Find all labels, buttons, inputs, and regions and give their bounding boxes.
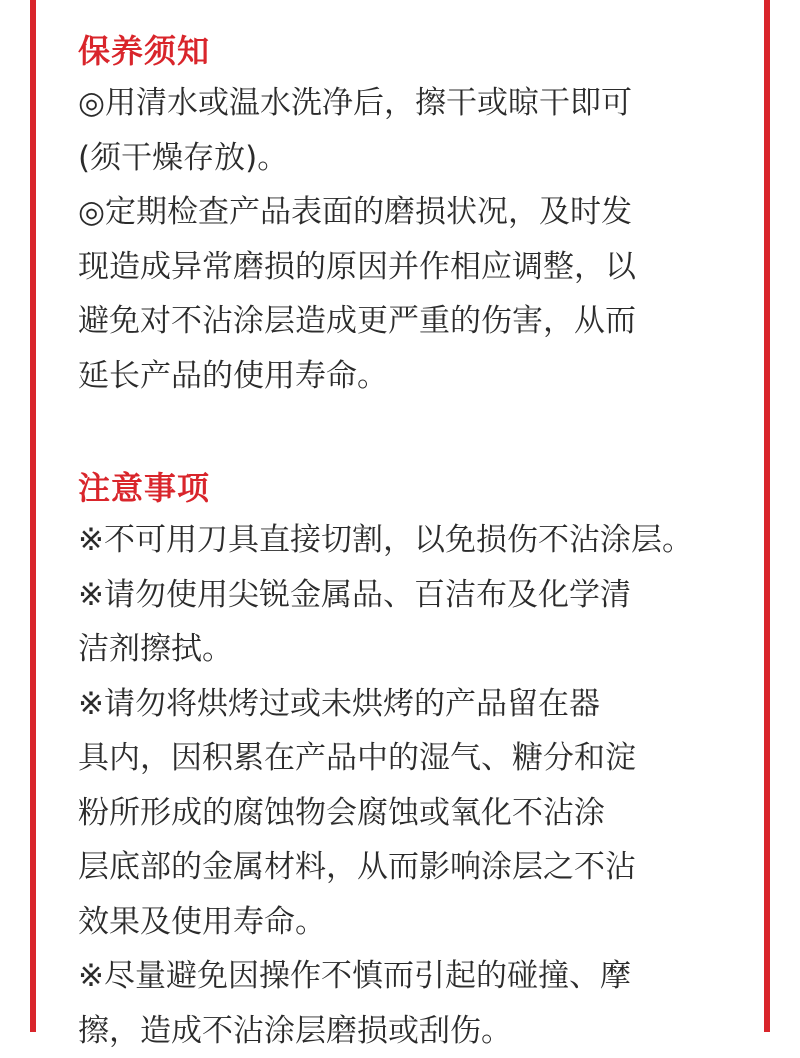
care-line: 延长产品的使用寿命。 bbox=[78, 349, 738, 404]
notes-line: 层底部的金属材料，从而影响涂层之不沾 bbox=[78, 840, 738, 895]
notes-line: ※请勿使用尖锐金属品、百洁布及化学清 bbox=[78, 568, 738, 623]
notes-line: 擦，造成不沾涂层磨损或刮伤。 bbox=[78, 1004, 738, 1058]
notes-section bbox=[78, 463, 738, 1058]
right-border-line bbox=[764, 0, 770, 1032]
notes-line: 具内，因积累在产品中的湿气、糖分和淀 bbox=[78, 731, 738, 786]
notes-line: 粉所形成的腐蚀物会腐蚀或氧化不沾涂 bbox=[78, 786, 738, 841]
notes-title: 注意事项 bbox=[78, 463, 738, 513]
document-content bbox=[78, 26, 738, 1058]
care-line: 现造成异常磨损的原因并作相应调整，以 bbox=[78, 240, 738, 295]
care-line: ◎用清水或温水洗净后，擦干或晾干即可 bbox=[78, 76, 738, 131]
care-line: ◎定期检查产品表面的磨损状况，及时发 bbox=[78, 185, 738, 240]
care-line: (须干燥存放)。 bbox=[78, 131, 738, 186]
care-line: 避免对不沾涂层造成更严重的伤害，从而 bbox=[78, 294, 738, 349]
notes-line: ※请勿将烘烤过或未烘烤的产品留在器 bbox=[78, 677, 738, 732]
notes-line: 洁剂擦拭。 bbox=[78, 622, 738, 677]
care-section bbox=[78, 26, 738, 403]
notes-line: ※尽量避免因操作不慎而引起的碰撞、摩 bbox=[78, 949, 738, 1004]
notes-line: 效果及使用寿命。 bbox=[78, 895, 738, 950]
notes-line: ※不可用刀具直接切割，以免损伤不沾涂层。 bbox=[78, 513, 738, 568]
section-gap bbox=[78, 403, 738, 463]
care-title: 保养须知 bbox=[78, 26, 738, 76]
left-border-line bbox=[30, 0, 36, 1032]
